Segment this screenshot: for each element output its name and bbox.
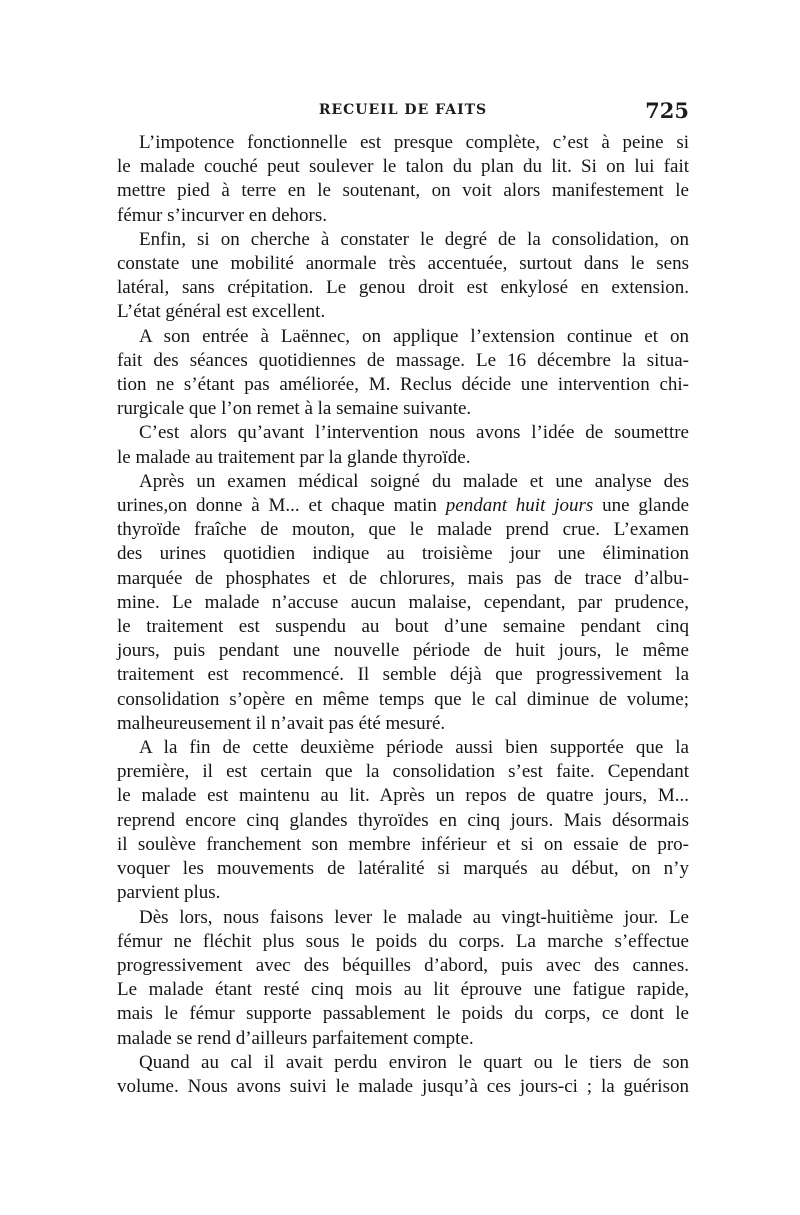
text-line: fémur ne fléchit plus sous le poids du corps. La marche s’effectue xyxy=(117,930,689,952)
text-line xyxy=(117,494,689,518)
page-header xyxy=(117,98,689,126)
text-line: Enfin, si on cherche à constater le degré de la consolidation, on xyxy=(139,228,689,250)
text-line: fémur s’incurver en dehors. xyxy=(117,204,327,226)
text-line: première, il est certain que la consolidation s’est faite. Cependant xyxy=(117,761,689,783)
text-line: L’impotence fonctionnelle est presque complète, c’est à peine si xyxy=(139,132,689,153)
text-line: A son entrée à Laënnec, on applique l’extension continue et on xyxy=(139,325,689,347)
text-line: latéral, sans crépitation. Le genou droit est enkylosé en extension. xyxy=(117,277,689,299)
text-line: Le malade étant resté cinq mois au lit éprouve une fatigue rapide, xyxy=(117,979,689,1001)
running-title: RECUEIL DE FAITS xyxy=(318,102,488,118)
text-line: fait des séances quotidiennes de massage. Le 16 décembre la situa- xyxy=(117,349,689,371)
text-line: marquée de phosphates et de chlorures, mais pas de trace d’albu- xyxy=(117,567,689,589)
text-line: tion ne s’étant pas améliorée, M. Reclus décide une intervention chi- xyxy=(117,374,689,396)
text-line: voquer les mouvements de latéralité si marqués au début, on n’y xyxy=(117,858,689,880)
text-line: L’état général est excellent. xyxy=(117,301,326,323)
body-text xyxy=(117,131,689,1099)
text-line: mais le fémur supporte passablement le poids du corps, ce dont le xyxy=(117,1003,689,1025)
text-line: rurgicale que l’on remet à la semaine suivante. xyxy=(117,398,472,420)
text-line: mettre pied à terre en le soutenant, on voit alors manifestement le xyxy=(117,180,689,202)
text-line: Quand au cal il avait perdu environ le quart ou le tiers de son xyxy=(139,1051,689,1073)
text-line: il soulève franchement son membre inférieur et si on essaie de pro- xyxy=(117,833,689,855)
text-line: Dès lors, nous faisons lever le malade au vingt-huitième jour. Le xyxy=(139,906,689,928)
text-line: jours, puis pendant une nouvelle période de huit jours, le même xyxy=(117,640,689,662)
text-line: malade se rend d’ailleurs parfaitement compte. xyxy=(117,1027,474,1049)
text-line: le malade couché peut soulever le talon du plan du lit. Si on lui fait xyxy=(117,156,689,178)
text-line: volume. Nous avons suivi le malade jusqu’à ces jours-ci ; la guérison xyxy=(117,1075,689,1097)
page-number: 725 xyxy=(645,98,689,123)
text-line: reprend encore cinq glandes thyroïdes en cinq jours. Mais désormais xyxy=(117,809,689,831)
text-segment: une glande xyxy=(593,495,689,517)
text-line: C’est alors qu’avant l’intervention nous avons l’idée de soumettre xyxy=(139,422,689,444)
text-line: des urines quotidien indique au troisième jour une élimination xyxy=(117,543,689,565)
text-line: Après un examen médical soigné du malade et une analyse des xyxy=(139,470,689,492)
text-line: progressivement avec des béquilles d’abord, puis avec des cannes. xyxy=(117,954,689,976)
text-line: le malade est maintenu au lit. Après un repos de quatre jours, M... xyxy=(117,785,689,807)
text-line: mine. Le malade n’accuse aucun malaise, cependant, par prudence, xyxy=(117,591,689,613)
text-line: consolidation s’opère en même temps que le cal diminue de volume; xyxy=(117,688,689,710)
text-line: traitement est recommencé. Il semble déjà que progressivement la xyxy=(117,664,689,686)
text-line: thyroïde fraîche de mouton, que le malade prend crue. L’examen xyxy=(117,519,689,541)
text-line: A la fin de cette deuxième période aussi bien supportée que la xyxy=(139,737,689,759)
text-line: le malade au traitement par la glande thyroïde. xyxy=(117,446,471,468)
text-line: parvient plus. xyxy=(117,882,221,904)
text-segment: urines,on donne à M... et chaque matin xyxy=(117,495,446,517)
text-line: malheureusement il n’avait pas été mesuré. xyxy=(117,712,446,734)
text-line: constate une mobilité anormale très accentuée, surtout dans le sens xyxy=(117,253,689,275)
italic-emphasis: pendant huit jours xyxy=(445,495,594,517)
text-line: le traitement est suspendu au bout d’une semaine pendant cinq xyxy=(117,616,689,638)
